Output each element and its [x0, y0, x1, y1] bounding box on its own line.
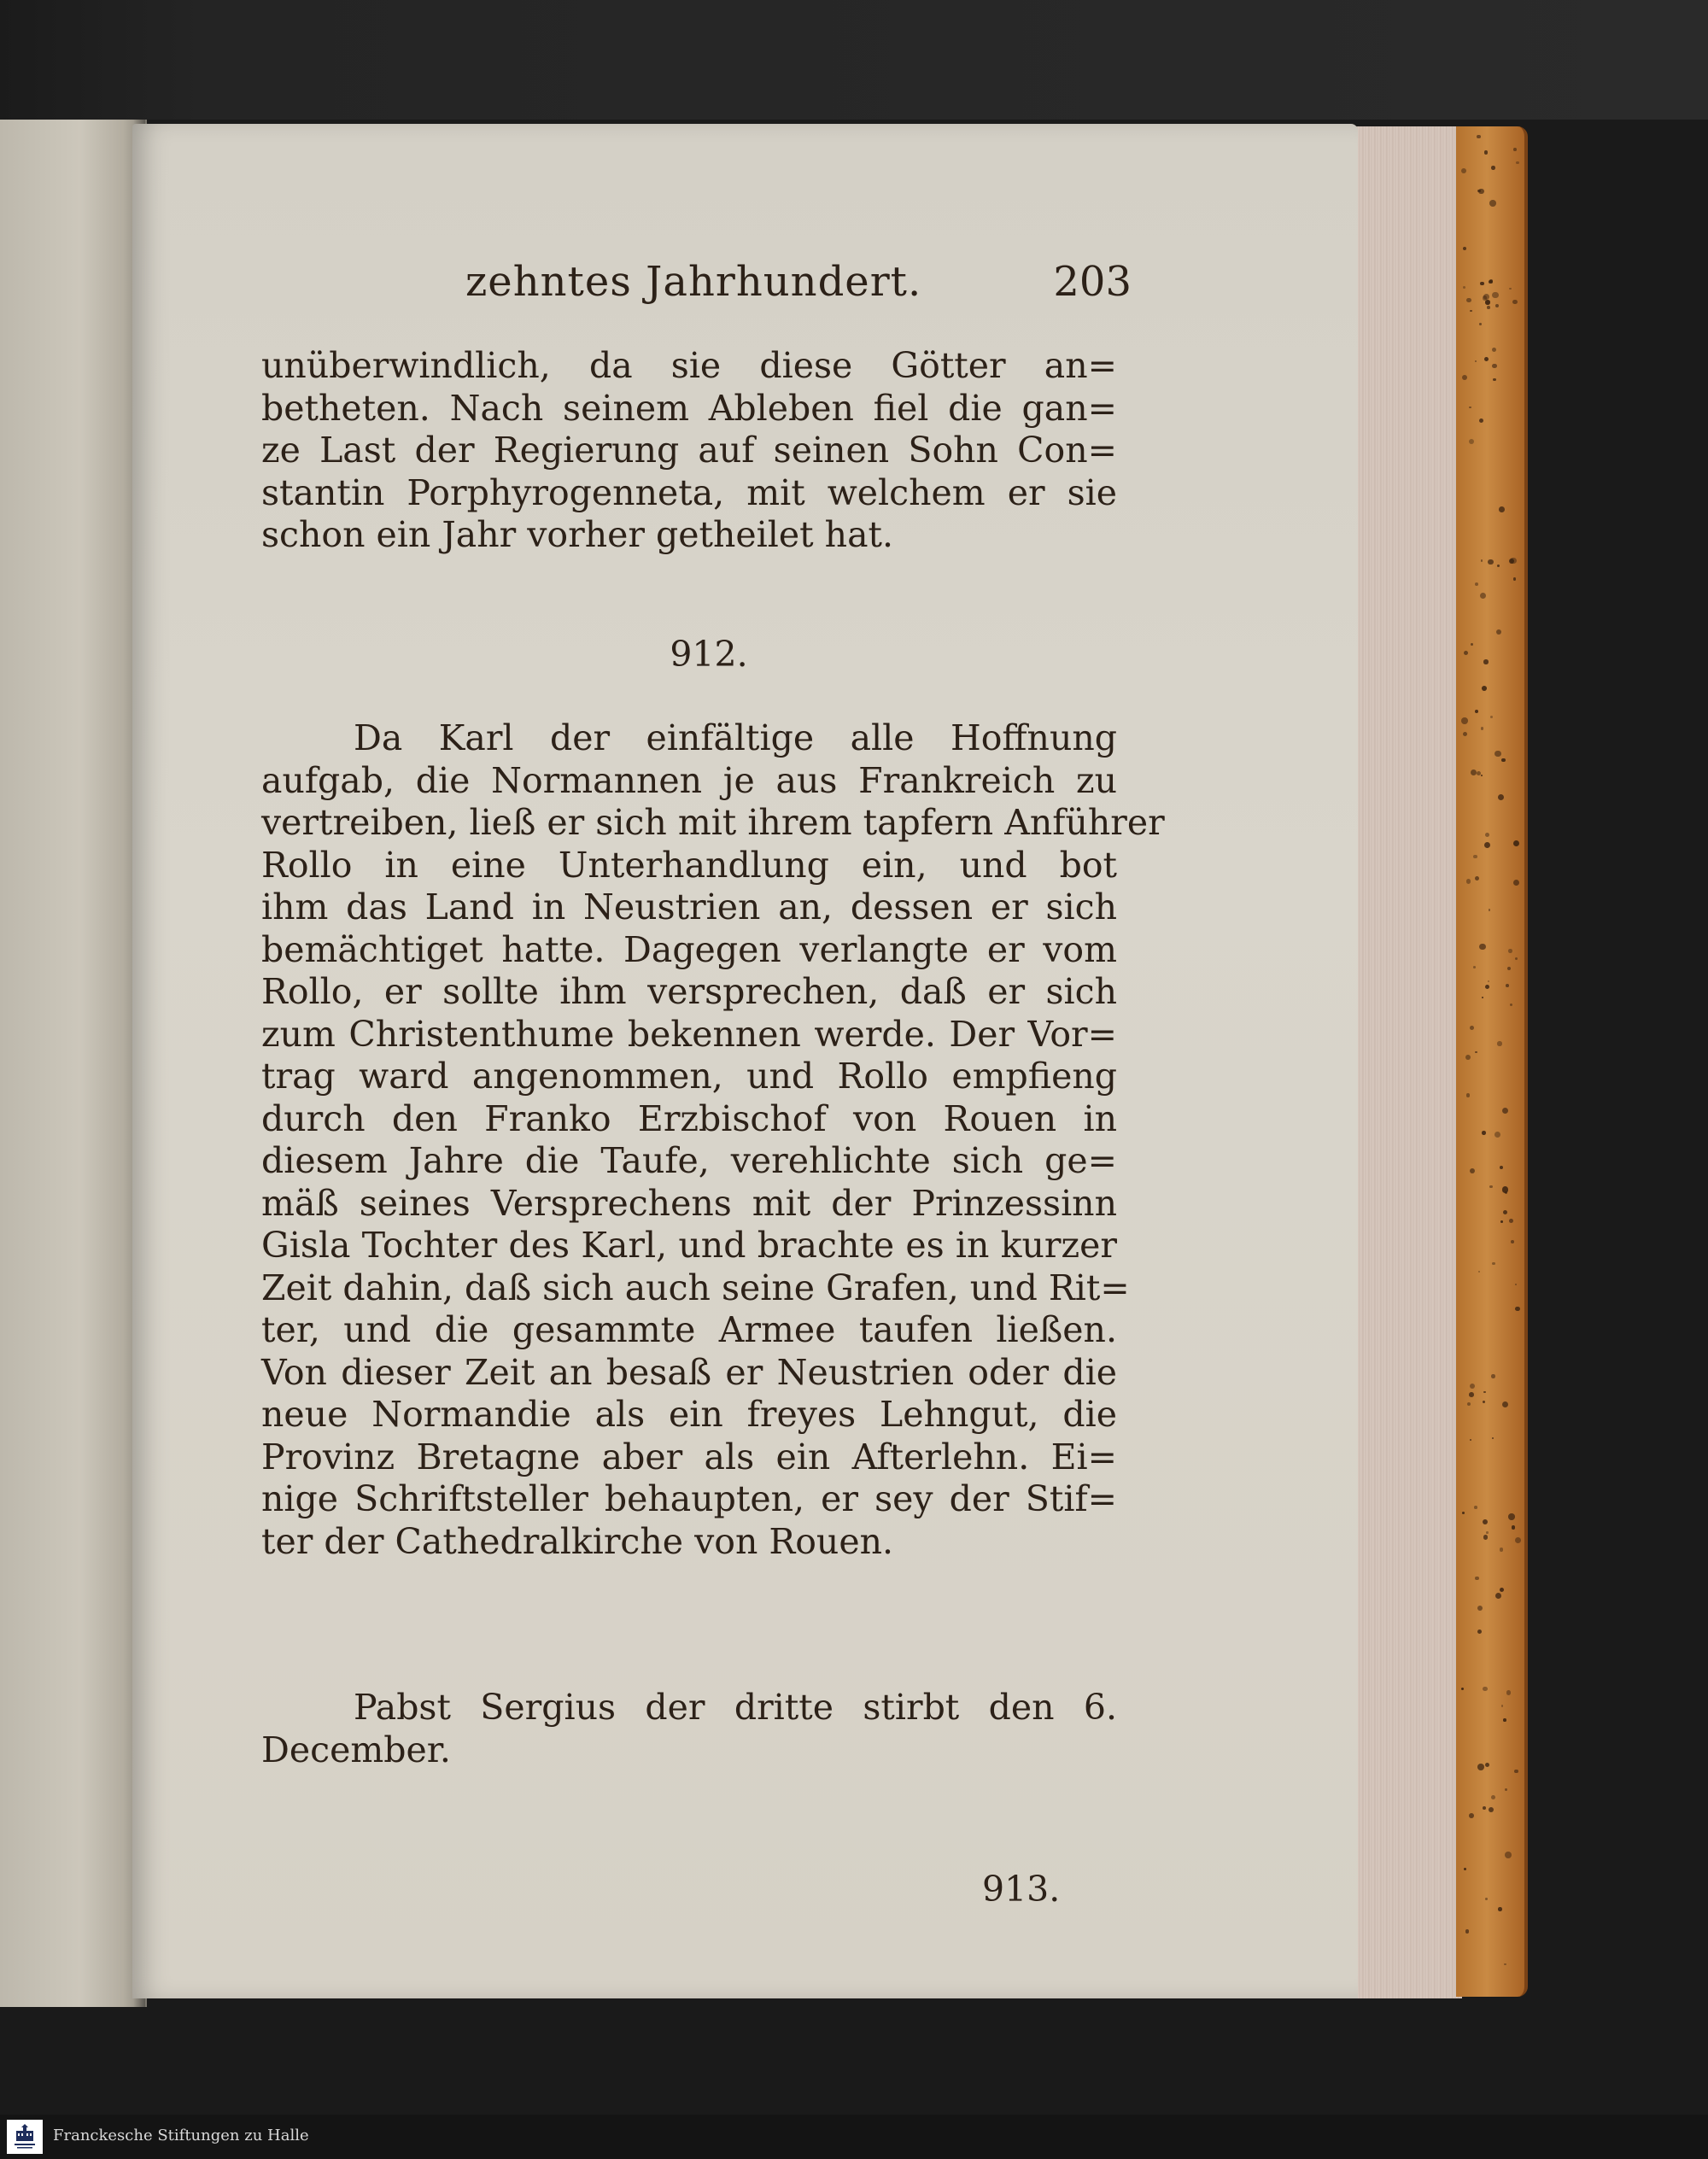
cover-speck [1469, 439, 1475, 445]
cover-speck [1497, 565, 1500, 567]
cover-speck [1477, 135, 1480, 138]
text-line: December. [261, 1729, 451, 1770]
cover-speck [1492, 1262, 1494, 1265]
cover-speck [1470, 1026, 1474, 1030]
text-line: durch den Franko Erzbischof von Rouen in [261, 1097, 1117, 1139]
cover-speck [1508, 949, 1512, 953]
text-line: Pabst Sergius der dritte stirbt den 6. [354, 1687, 1117, 1728]
cover-speck [1461, 717, 1468, 724]
cover-speck [1473, 855, 1477, 858]
cover-speck [1515, 1537, 1521, 1543]
catchword: 913. [982, 1869, 1061, 1910]
cover-speck [1494, 751, 1501, 758]
cover-speck [1515, 957, 1518, 960]
cover-speck [1479, 418, 1483, 423]
cover-speck [1483, 1687, 1488, 1692]
cover-speck [1471, 643, 1473, 646]
cover-speck [1513, 880, 1519, 886]
cover-speck [1483, 659, 1489, 664]
cover-speck [1515, 1307, 1519, 1311]
cover-speck [1475, 710, 1478, 713]
cover-speck [1461, 1688, 1464, 1690]
cover-speck [1470, 1384, 1475, 1389]
cover-speck [1470, 1439, 1471, 1441]
cover-speck [1488, 980, 1489, 982]
cover-speck [1505, 1788, 1507, 1791]
text-line: bemächtiget hatte. Dagegen verlangte er vom [261, 928, 1117, 970]
text-line: zum Christenthume bekennen werde. Der Vor= [261, 1013, 1117, 1055]
cover-speck [1486, 1531, 1489, 1534]
cover-speck [1477, 1629, 1482, 1634]
cover-speck [1492, 348, 1496, 352]
cover-speck [1481, 559, 1483, 561]
cover-speck [1482, 1131, 1486, 1135]
cover-speck [1489, 909, 1491, 911]
book-cover-edge [1456, 126, 1528, 1997]
cover-speck [1510, 1003, 1512, 1006]
cover-speck [1485, 985, 1490, 990]
cover-speck [1485, 1898, 1488, 1900]
text-line: mäß seines Versprechens mit der Prinzessinn [261, 1182, 1117, 1224]
cover-speck [1475, 582, 1478, 586]
text-line: ter, und die gesammte Armee taufen ließen. [261, 1309, 1117, 1350]
cover-speck [1497, 1041, 1502, 1046]
cover-speck [1515, 1284, 1517, 1285]
cover-speck [1485, 1763, 1489, 1767]
cover-speck [1484, 150, 1489, 155]
cover-speck [1485, 833, 1489, 837]
cover-speck [1462, 1512, 1465, 1514]
cover-speck [1516, 161, 1519, 165]
cover-speck [1467, 1402, 1471, 1406]
institution-logo-icon [10, 2122, 39, 2151]
paragraph-3 [261, 1687, 1117, 1771]
cover-speck [1477, 1764, 1484, 1770]
cover-speck [1483, 1535, 1489, 1540]
text-line: ze Last der Regierung auf seinen Sohn Con= [261, 430, 1117, 471]
cover-speck [1500, 1166, 1503, 1169]
cover-speck [1499, 506, 1505, 512]
cover-speck [1498, 1907, 1502, 1911]
paragraph-1 [261, 345, 1117, 557]
cover-speck [1492, 292, 1498, 298]
left-page-edge [0, 120, 147, 2007]
cover-speck [1513, 577, 1516, 580]
cover-speck [1475, 876, 1479, 881]
text-line: Zeit dahin, daß sich auch seine Grafen, und Rit= [261, 1267, 1130, 1308]
cover-speck [1465, 1055, 1471, 1060]
cover-speck [1469, 407, 1471, 408]
cover-speck [1500, 1588, 1504, 1592]
cover-speck [1475, 360, 1477, 362]
cover-speck [1491, 166, 1495, 170]
cover-speck [1473, 966, 1476, 968]
text-line: ihm das Land in Neustrien an, dessen er sich [261, 886, 1117, 927]
cover-speck [1478, 189, 1483, 194]
cover-speck [1495, 1593, 1502, 1600]
cover-speck [1502, 1108, 1508, 1114]
section-number: 912. [670, 634, 748, 675]
cover-speck [1509, 1219, 1513, 1223]
cover-speck [1509, 288, 1511, 290]
text-line: stantin Porphyrogenneta, mit welchem er sie [261, 471, 1117, 513]
running-head [465, 256, 1132, 307]
cover-speck [1482, 997, 1483, 998]
cover-speck [1512, 300, 1517, 304]
cover-speck [1513, 840, 1519, 846]
cover-speck [1492, 1437, 1494, 1439]
cover-speck [1480, 593, 1486, 599]
cover-speck [1503, 1210, 1507, 1214]
cover-speck [1477, 1606, 1483, 1611]
cover-speck [1495, 304, 1499, 307]
cover-speck [1511, 1240, 1514, 1243]
cover-speck [1489, 1807, 1494, 1812]
cover-speck [1463, 247, 1466, 250]
cover-speck [1505, 1191, 1507, 1194]
cover-speck [1506, 1690, 1511, 1694]
book-page-edges [1351, 126, 1462, 1998]
cover-speck [1488, 559, 1493, 565]
cover-speck [1502, 1401, 1508, 1407]
text-line: Von dieser Zeit an besaß er Neustrien oder die [261, 1351, 1117, 1393]
cover-speck [1493, 378, 1496, 382]
cover-speck [1496, 629, 1501, 635]
running-title: zehntes Jahrhundert. [465, 258, 922, 306]
cover-speck [1464, 1868, 1466, 1870]
cover-speck [1483, 295, 1488, 301]
cover-speck [1470, 310, 1471, 312]
cover-speck [1481, 775, 1483, 776]
cover-speck [1469, 1392, 1474, 1397]
cover-speck [1461, 168, 1466, 173]
cover-speck [1501, 758, 1506, 763]
cover-speck [1505, 1852, 1512, 1858]
cover-speck [1512, 1525, 1515, 1529]
cover-speck [1492, 364, 1496, 368]
text-line: trag ward angenommen, und Rollo empfieng [261, 1056, 1117, 1097]
text-line: diesem Jahre die Taufe, verehlichte sich ge= [261, 1140, 1117, 1181]
cover-speck [1475, 1577, 1479, 1581]
cover-speck [1466, 298, 1471, 303]
cover-speck [1479, 323, 1482, 325]
text-line: schon ein Jahr vorher getheilet hat. [261, 514, 894, 555]
cover-speck [1498, 794, 1504, 800]
cover-speck [1514, 1770, 1518, 1774]
cover-speck [1485, 300, 1490, 305]
scan-footer [0, 2115, 1708, 2159]
cover-speck [1503, 1718, 1506, 1722]
cover-speck [1490, 716, 1493, 718]
text-line: betheten. Nach seinem Ableben fiel die gan= [261, 387, 1117, 429]
text-line: vertreiben, ließ er sich mit ihrem tapfern Anführer [261, 802, 1165, 843]
text-line: unüberwindlich, da sie diese Götter an= [261, 345, 1117, 386]
cover-speck [1500, 1220, 1503, 1223]
cover-speck [1491, 1374, 1495, 1378]
text-line: ter der Cathedralkirche von Rouen. [261, 1520, 894, 1562]
cover-speck [1462, 375, 1467, 380]
cover-speck [1483, 1806, 1486, 1810]
cover-speck [1469, 1813, 1474, 1818]
cover-speck [1466, 1093, 1470, 1097]
cover-speck [1483, 1519, 1488, 1524]
text-line: Provinz Bretagne aber als ein Afterlehn. Ei= [261, 1436, 1117, 1477]
institution-logo [7, 2120, 43, 2154]
cover-speck [1507, 967, 1512, 971]
cover-speck [1508, 1513, 1515, 1520]
cover-speck [1500, 1548, 1504, 1552]
cover-speck [1489, 200, 1496, 207]
scan-backdrop [0, 0, 1708, 120]
text-line: nige Schriftsteller behaupten, er sey der Stif= [261, 1478, 1117, 1519]
cover-speck [1482, 686, 1487, 691]
cover-speck [1466, 879, 1471, 884]
text-line: neue Normandie als ein freyes Lehngut, die [261, 1394, 1117, 1435]
text-line: Rollo, er sollte ihm versprechen, daß er sich [261, 971, 1117, 1012]
cover-speck [1487, 306, 1490, 309]
cover-speck [1504, 1963, 1506, 1965]
text-line: Rollo in eine Unterhandlung ein, und bot [261, 844, 1117, 886]
cover-speck [1475, 1051, 1477, 1053]
text-line: Gisla Tochter des Karl, und brachte es in kurzer [261, 1225, 1117, 1266]
paragraph-2 [261, 717, 1165, 1563]
institution-label: Franckesche Stiftungen zu Halle [53, 2127, 309, 2144]
cover-speck [1501, 1705, 1504, 1707]
cover-speck [1494, 1132, 1500, 1138]
cover-speck [1481, 727, 1484, 730]
text-line: Da Karl der einfältige alle Hoffnung [354, 717, 1117, 758]
text-line: aufgab, die Normannen je aus Frankreich zu [261, 759, 1117, 801]
cover-speck [1478, 1271, 1480, 1273]
cover-speck [1484, 842, 1490, 848]
cover-speck [1470, 1168, 1475, 1173]
cover-speck [1465, 1929, 1470, 1934]
cover-speck [1489, 1185, 1492, 1188]
cover-speck [1474, 1506, 1477, 1509]
cover-speck [1463, 732, 1467, 736]
cover-speck [1506, 984, 1509, 987]
cover-speck [1483, 1401, 1485, 1403]
cover-speck [1510, 558, 1517, 565]
cover-speck [1464, 651, 1468, 655]
page-number: 203 [1053, 258, 1132, 306]
cover-speck [1491, 1795, 1495, 1799]
cover-speck [1483, 1391, 1485, 1393]
cover-speck [1484, 357, 1489, 361]
cover-speck [1463, 286, 1465, 289]
cover-speck [1479, 944, 1486, 951]
cover-speck [1480, 282, 1483, 285]
cover-speck [1513, 148, 1517, 151]
